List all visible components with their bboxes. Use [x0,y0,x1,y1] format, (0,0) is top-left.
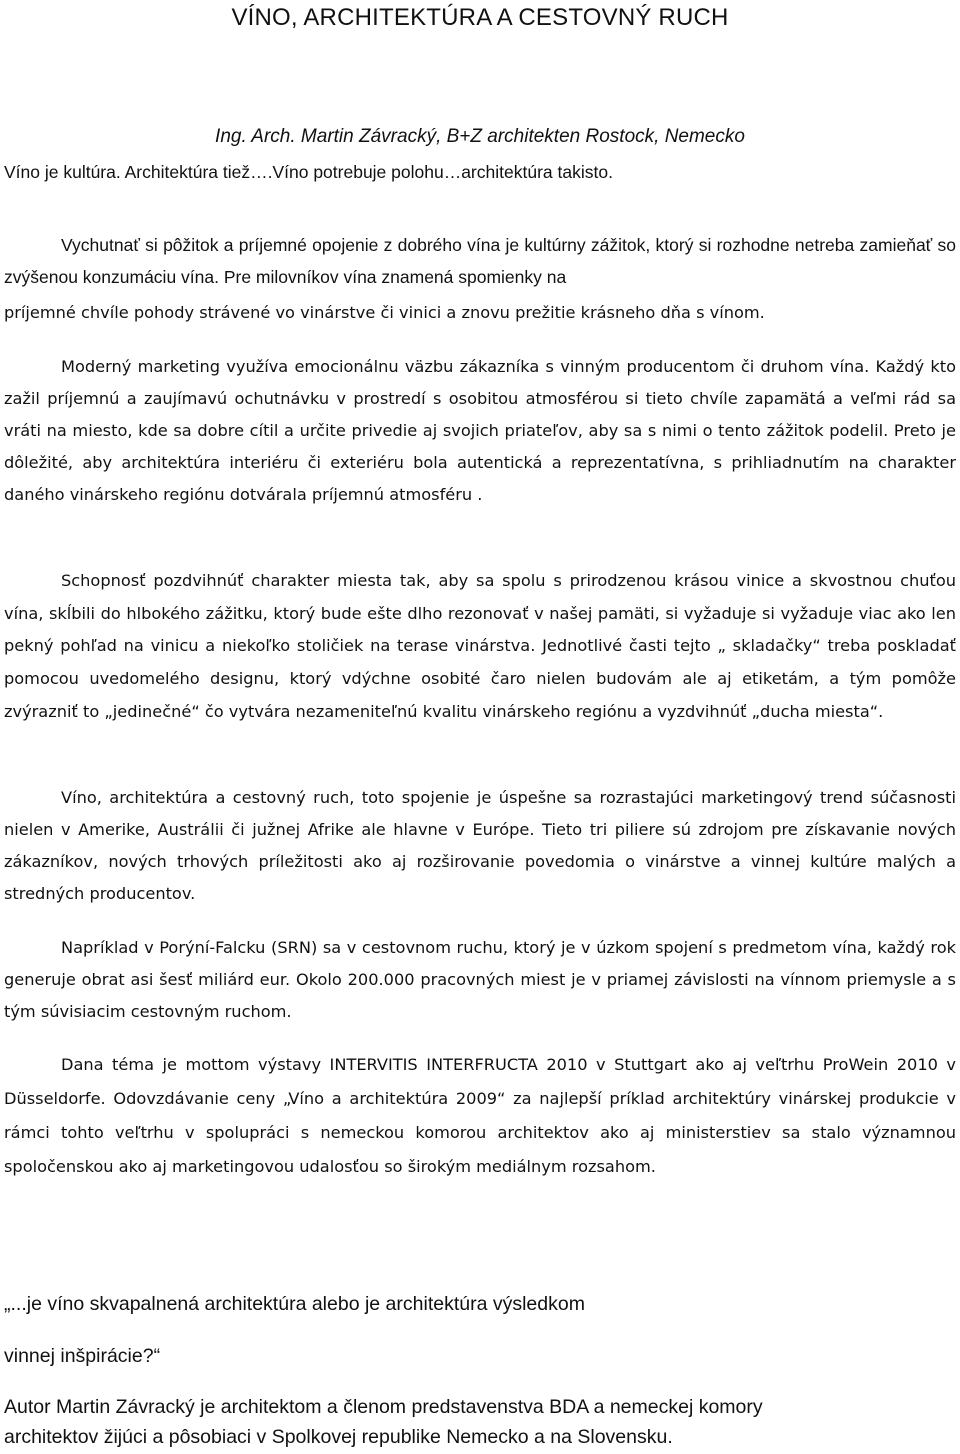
footer-line-2: architektov žijúci a pôsobiaci v Spolkovej republike Nemecko a na Slovensku. [4,1426,673,1448]
paragraph-3: Schopnosť pozdvihnúť charakter miesta tak, aby sa spolu s prirodzenou krásou vinice a skvostnou chuťou vína, skĺbili do hlbokého zážitku, ktorý bude ešte dlho rezonovať v našej pamäti, si vyžaduje si vyžaduje viac ako len pekný pohľad na vinicu a niekoľko stoličiek na terase vinárstva. Jednotlivé časti tejto „ skladačky“ treba poskladať pomocou uvedomelého designu, ktorý vdýchne osobité čaro nielen budovám ale aj etiketám, a tým pomôže zvýrazniť to „jedinečné“ čo vytvára nezameniteľnú kvalitu vinárskeho regiónu a vyzdvihnúť „ducha miesta“. [4,571,956,721]
footer-line-1: Autor Martin Závracký je architektom a členom predstavenstva BDA a nemeckej komory [4,1396,763,1418]
quote-line-1: „...je víno skvapalnená architektúra alebo je architektúra výsledkom [4,1293,585,1315]
paragraph-1b: príjemné chvíle pohody strávené vo vinárstve či vinici a znovu prežitie krásneho dňa s vínom. [4,303,765,322]
paragraph-5: Napríklad v Porýní-Falcku (SRN) sa v cestovnom ruchu, ktorý je v úzkom spojení s predmetom vína, každý rok generuje obrat asi šesť miliárd eur. Okolo 200.000 pracovných miest je v priamej závislosti na vínnom priemysle a s tým súvisiacim cestovným ruchom. [4,938,956,1021]
author-line: Ing. Arch. Martin Závracký, B+Z architekten Rostock, Nemecko [215,126,745,147]
quote-line-2: vinnej inšpirácie?“ [4,1345,161,1367]
document-title: VÍNO, ARCHITEKTÚRA A CESTOVNÝ RUCH [231,4,729,31]
paragraph-6: Dana téma je mottom výstavy INTERVITIS INTERFRUCTA 2010 v Stuttgart ako aj veľtrhu ProWein 2010 v Düsseldorfe. Odovzdávanie ceny „Víno a architektúra 2009“ za najlepší príklad architektúry vinárskej produkcie v rámci tohto veľtrhu v spolupráci s nemeckou komorou architektov ako aj ministerstiev sa stalo významnou spoločenskou ako aj marketingovou udalosťou so širokým mediálnym rozsahom. [4,1055,956,1176]
paragraph-1a: Vychutnať si pôžitok a príjemné opojenie z dobrého vína je kultúrny zážitok, ktorý si rozhodne netreba zamieňať so zvýšenou konzumáciu vína. Pre milovníkov vína znamená spomienky na [4,235,956,287]
intro-paragraph: Víno je kultúra. Architektúra tiež….Víno potrebuje polohu…architektúra takisto. [4,162,613,182]
paragraph-4: Víno, architektúra a cestovný ruch, toto spojenie je úspešne sa rozrastajúci marketingový trend súčasnosti nielen v Amerike, Austrálii či južnej Afrike ale hlavne v Európe. Tieto tri piliere sú zdrojom pre získavanie nových zákazníkov, nových trhových príležitosti ako aj rozširovanie povedomia o vinárstve a vinnej kultúre malých a stredných producentov. [4,788,956,903]
paragraph-2: Moderný marketing využíva emocionálnu väzbu zákazníka s vinným producentom či druhom vína. Každý kto zažil príjemnú a zaujímavú ochutnávku v prostredí s osobitou atmosférou si tieto chvíle zapamätá a veľmi rád sa vráti na miesto, kde sa dobre cítil a určite privedie aj svojich priateľov, aby sa s nimi o tento zážitok podelil. Preto je dôležité, aby architektúra interiéru či exteriéru bola autentická a reprezentatívna, s prihliadnutím na charakter daného vinárskeho regiónu dotvárala príjemnú atmosféru . [4,357,956,504]
